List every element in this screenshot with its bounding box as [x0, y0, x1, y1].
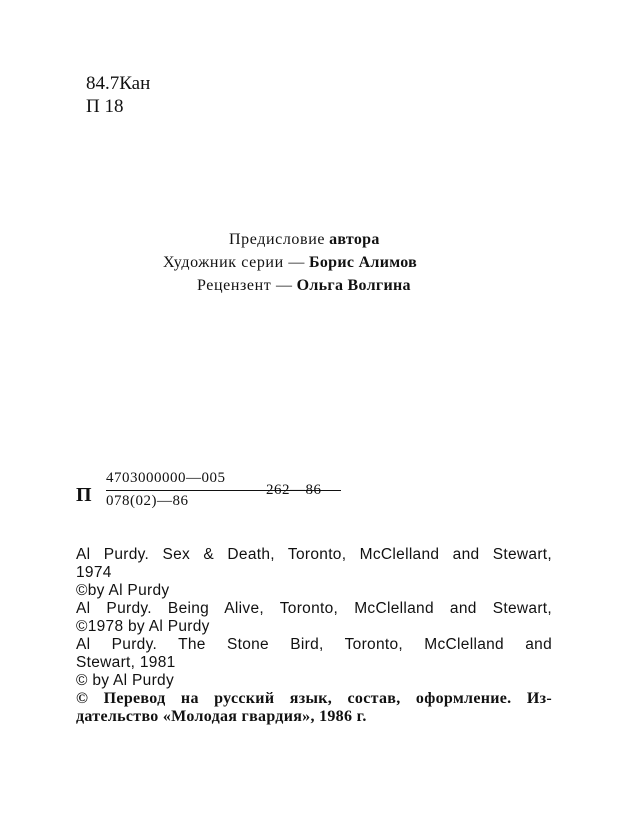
- credit-role: Рецензент —: [197, 277, 293, 294]
- code-suffix: 262—86: [266, 482, 322, 498]
- credit-role: Художник серии —: [163, 254, 305, 271]
- credit-foreword: [229, 228, 380, 252]
- code-letter: П: [76, 484, 92, 506]
- code-numerator: 4703000000—005: [106, 470, 226, 486]
- rights-line: ©1978 by Al Purdy: [76, 618, 210, 635]
- rights-block: [76, 546, 552, 726]
- rights-line: Stewart, 1981: [76, 654, 176, 671]
- credit-name: автора: [329, 231, 380, 248]
- credit-reviewer: [197, 274, 411, 298]
- code-denominator: 078(02)—86: [106, 493, 189, 509]
- rights-line: © Перевод на русский язык, состав, оформление. Из-: [76, 690, 552, 707]
- credit-artist: [163, 251, 417, 275]
- rights-line: 1974: [76, 564, 112, 581]
- rights-line: Al Purdy. Being Alive, Toronto, McClelland and Stewart,: [76, 600, 552, 617]
- credit-role: Предисловие: [229, 231, 326, 248]
- rights-line: Al Purdy. Sex & Death, Toronto, McClelland and Stewart,: [76, 546, 552, 563]
- credit-name: Ольга Волгина: [296, 277, 411, 294]
- classification-block: [86, 72, 150, 118]
- publication-code: [76, 470, 376, 520]
- rights-line: ©by Al Purdy: [76, 582, 170, 599]
- rights-line: Al Purdy. The Stone Bird, Toronto, McClelland and: [76, 636, 552, 653]
- rights-line: © by Al Purdy: [76, 672, 175, 689]
- author-mark: П 18: [86, 96, 124, 117]
- credit-name: Борис Алимов: [308, 254, 418, 271]
- bbk-code: 84.7Кан: [86, 73, 151, 94]
- rights-line: дательство «Молодая гвардия», 1986 г.: [76, 708, 367, 725]
